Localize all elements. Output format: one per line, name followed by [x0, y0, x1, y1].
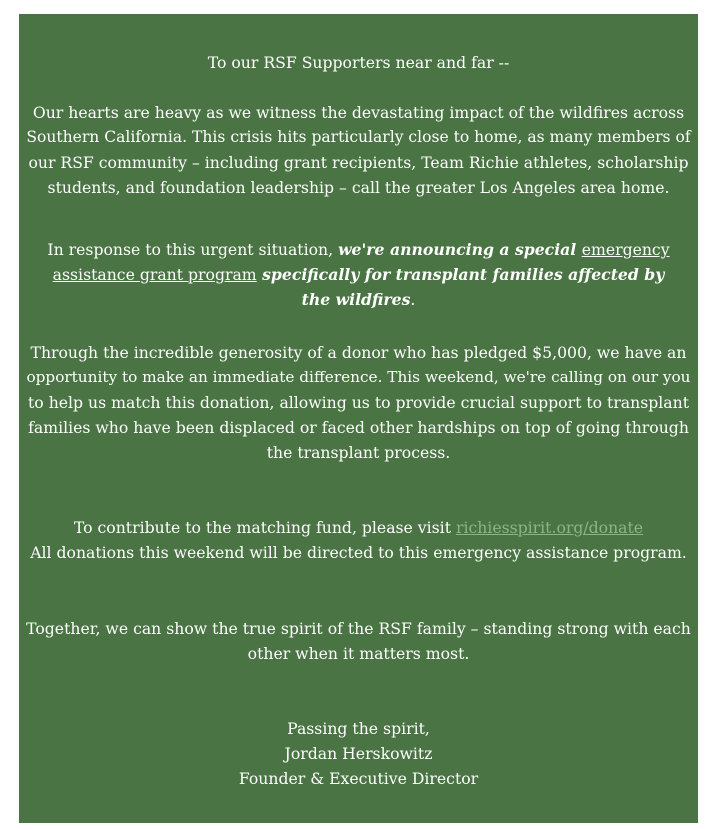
announcement-bold: we're announcing a special [338, 240, 582, 259]
paragraph-line: Our hearts are heavy as we witness the devastating impact of the wildfires across [32, 103, 685, 122]
paragraph-line: families who have been displaced or faced other hardships on top of going through [28, 418, 689, 437]
greeting-text: To our RSF Supporters near and far -- [207, 53, 510, 72]
paragraph-line: students, and foundation leadership – call the greater Los Angeles area home. [47, 178, 670, 197]
greeting [19, 50, 698, 75]
paragraph-line [19, 262, 698, 287]
paragraph-donor-match [19, 340, 698, 465]
paragraph-line: opportunity to make an immediate difference. This weekend, we're calling on our you [26, 368, 691, 386]
signature-name: Jordan Herskowitz [284, 744, 433, 763]
paragraph-line [19, 237, 698, 262]
paragraph-line [19, 515, 698, 540]
donate-link[interactable]: richiesspirit.org/donate [455, 518, 644, 537]
emergency-grant-link-cont[interactable]: assistance grant program [52, 265, 257, 284]
paragraph-announcement [19, 237, 698, 312]
paragraph-line: to help us match this donation, allowing us to provide crucial support to transplant [28, 393, 689, 412]
announcement-intro: In response to this urgent situation, [47, 240, 339, 259]
paragraph-line: our RSF community – including grant recipients, Team Richie athletes, scholarship [28, 153, 689, 172]
paragraph-wildfire-impact [19, 100, 698, 200]
paragraph-line: Through the incredible generosity of a donor who has pledged $5,000, we have an [30, 343, 687, 362]
paragraph-line: Southern California. This crisis hits particularly close to home, as many members of [26, 128, 691, 146]
paragraph-line: the transplant process. [266, 443, 451, 462]
signature-closing: Passing the spirit, [287, 719, 430, 738]
paragraph-line [19, 287, 698, 312]
contribute-text: To contribute to the matching fund, please visit [73, 518, 456, 537]
paragraph-together [19, 616, 698, 666]
paragraph-line: Together, we can show the true spirit of the RSF family – standing strong with each [26, 619, 691, 638]
paragraph-line: All donations this weekend will be directed to this emergency assistance program. [30, 543, 687, 562]
emergency-grant-link[interactable]: emergency [581, 240, 670, 259]
signature [19, 716, 698, 791]
signature-title: Founder & Executive Director [238, 769, 479, 788]
paragraph-line: other when it matters most. [247, 644, 470, 663]
announcement-bold-end: the wildfires [301, 290, 411, 309]
announcement-period: . [410, 290, 416, 309]
paragraph-contribute [19, 515, 698, 565]
email-body-panel [19, 14, 698, 823]
announcement-bold-cont: specifically for transplant families affected by [256, 265, 665, 284]
